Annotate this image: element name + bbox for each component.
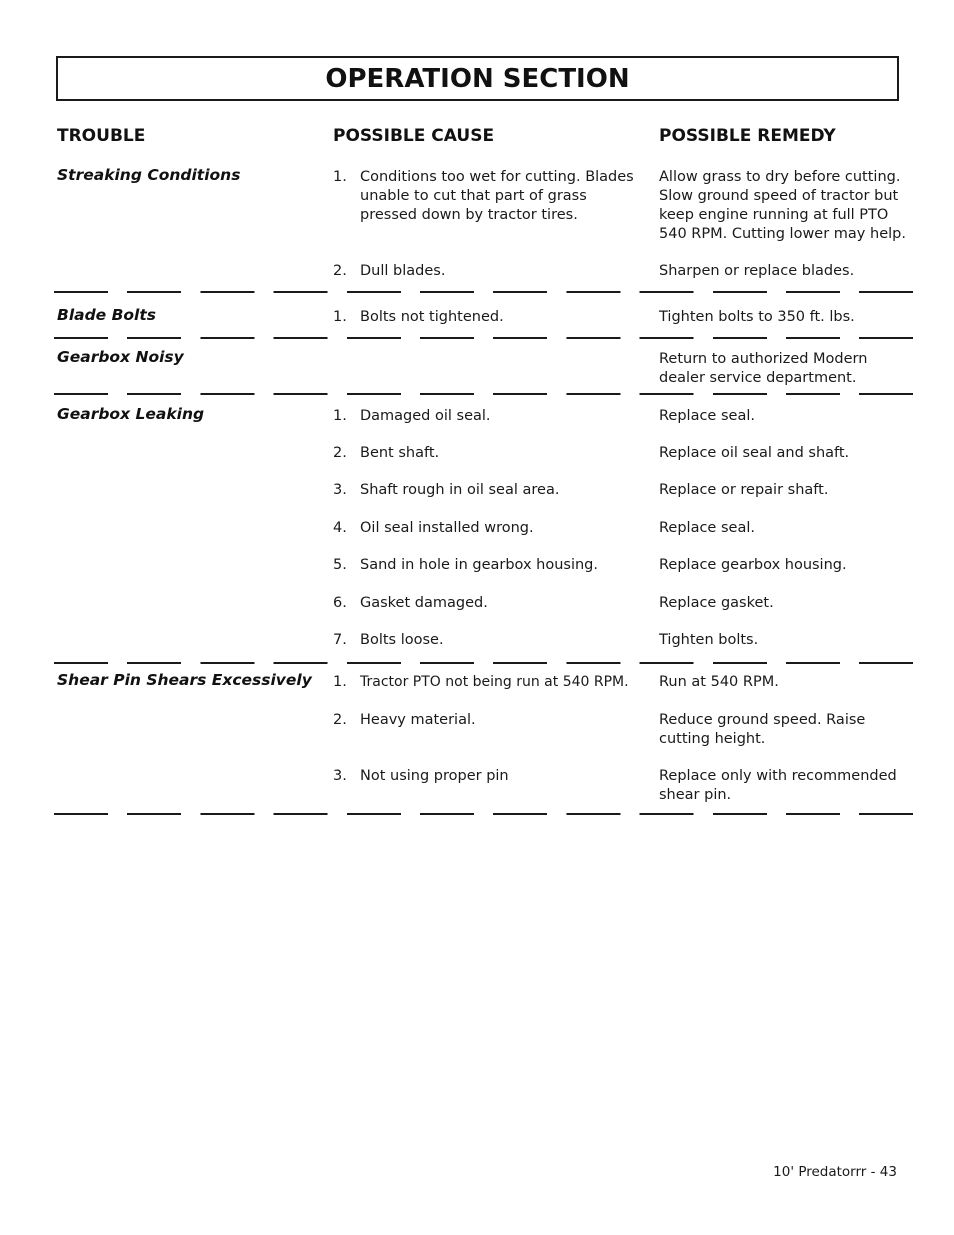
cause-text: Gasket damaged. <box>360 595 488 611</box>
section-divider <box>54 337 914 339</box>
remedy-text: Replace only with recommended shear pin. <box>659 768 897 803</box>
page-title: OPERATION SECTION <box>325 63 630 94</box>
trouble-gearbox-noisy: Gearbox Noisy <box>57 348 184 366</box>
trouble-blade-bolts: Blade Bolts <box>57 306 157 324</box>
remedy-text: Allow grass to dry before cutting. Slow ground speed of tractor but keep engine running at full PTO 540 RPM. Cutting lower may help. <box>659 169 906 242</box>
section-divider <box>54 662 914 664</box>
header-trouble: TROUBLE <box>57 126 146 146</box>
cause-text: Heavy material. <box>360 712 476 728</box>
item-number: 4. <box>333 520 347 536</box>
header-remedy: POSSIBLE REMEDY <box>659 126 836 146</box>
section-divider <box>54 291 914 293</box>
item-number: 6. <box>333 595 347 611</box>
remedy-text: Reduce ground speed. Raise cutting height. <box>659 712 866 747</box>
cause-text: Tractor PTO not being run at 540 RPM. <box>360 674 629 690</box>
trouble-shear-pin: Shear Pin Shears Excessively <box>57 671 312 689</box>
remedy-text: Sharpen or replace blades. <box>659 263 855 279</box>
item-number: 3. <box>333 482 347 498</box>
page-footer: 10' Predatorrr - 43 <box>773 1164 897 1180</box>
cause-text: Bolts not tightened. <box>360 309 504 325</box>
cause-text: Sand in hole in gearbox housing. <box>360 557 598 573</box>
cause-text: Not using proper pin <box>360 768 509 784</box>
cause-text: Oil seal installed wrong. <box>360 520 534 536</box>
cause-text: Damaged oil seal. <box>360 408 491 424</box>
section-divider <box>54 813 914 815</box>
item-number: 7. <box>333 632 347 648</box>
item-number: 1. <box>333 674 347 690</box>
remedy-text: Tighten bolts. <box>659 632 759 648</box>
trouble-gearbox-leaking: Gearbox Leaking <box>57 405 205 423</box>
remedy-text: Replace gasket. <box>659 595 774 611</box>
section-divider <box>54 393 914 395</box>
item-number: 1. <box>333 408 347 424</box>
cause-text: Conditions too wet for cutting. Blades unable to cut that part of grass pressed down by tractor tires. <box>360 169 634 223</box>
cause-text: Shaft rough in oil seal area. <box>360 482 560 498</box>
remedy-text: Replace seal. <box>659 520 755 536</box>
header-cause: POSSIBLE CAUSE <box>333 126 495 146</box>
cause-text: Dull blades. <box>360 263 446 279</box>
cause-text: Bent shaft. <box>360 445 440 461</box>
title-box <box>56 56 899 101</box>
remedy-text: Run at 540 RPM. <box>659 674 779 690</box>
item-number: 2. <box>333 445 347 461</box>
remedy-text: Replace oil seal and shaft. <box>659 445 850 461</box>
item-number: 5. <box>333 557 347 573</box>
item-number: 1. <box>333 309 347 325</box>
item-number: 2. <box>333 263 347 279</box>
trouble-streaking-conditions: Streaking Conditions <box>57 166 241 184</box>
remedy-text: Replace or repair shaft. <box>659 482 829 498</box>
remedy-text: Tighten bolts to 350 ft. lbs. <box>659 309 855 325</box>
item-number: 2. <box>333 712 347 728</box>
item-number: 1. <box>333 169 347 185</box>
cause-text: Bolts loose. <box>360 632 444 648</box>
remedy-text: Replace seal. <box>659 408 755 424</box>
remedy-text: Replace gearbox housing. <box>659 557 847 573</box>
remedy-text: Return to authorized Modern dealer service department. <box>659 351 868 386</box>
item-number: 3. <box>333 768 347 784</box>
